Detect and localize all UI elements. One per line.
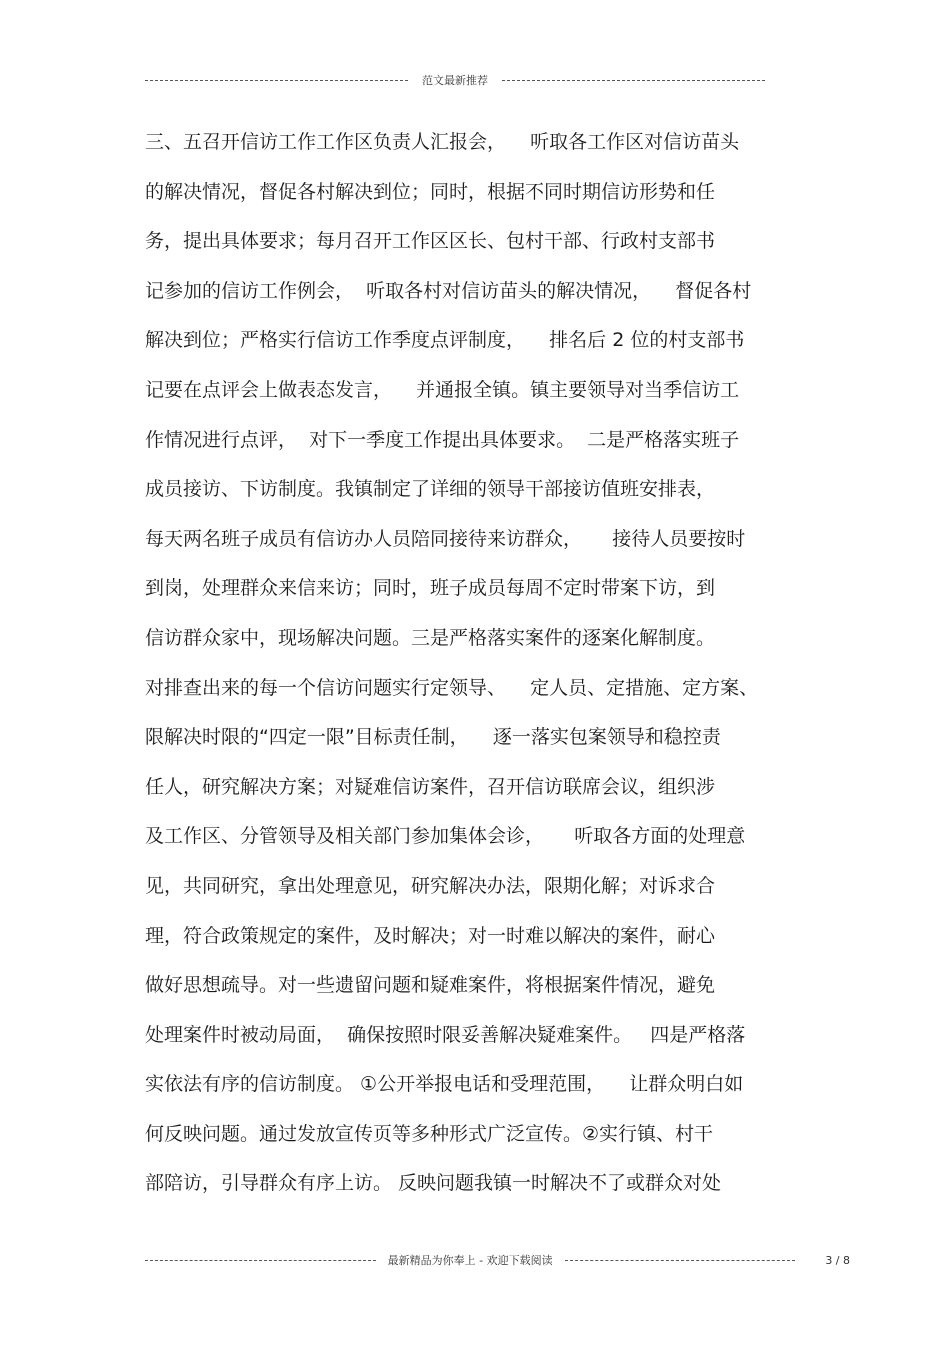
text-line: 三、五召开信访工作工作区负责人汇报会， 听取各工作区对信访苗头 <box>145 131 740 153</box>
text-line: 做好思想疏导。对一些遗留问题和疑难案件，将根据案件情况，避免 <box>145 974 716 997</box>
header-title: 范文最新推荐 <box>422 74 488 87</box>
text-line: 每天两名班子成员有信访办人员陪同接待来访群众， 接待人员要按时 <box>145 527 746 550</box>
footer-rule-right <box>565 1260 796 1261</box>
text-line: 到岗，处理群众来信来访；同时，班子成员每周不定时带案下访，到 <box>145 577 716 600</box>
footer-text: 最新精品为你奉上 - 欢迎下载阅读 <box>387 1254 553 1267</box>
text-line: 实依法有序的信访制度。 ①公开举报电话和受理范围， 让群众明白如 <box>145 1073 744 1096</box>
text-line: 成员接访、下访制度。我镇制定了详细的领导干部接访值班安排表， <box>145 478 716 501</box>
text-line: 任人，研究解决方案；对疑难信访案件，召开信访联席会议，组织涉 <box>145 775 716 798</box>
body-text <box>145 118 805 1209</box>
header-rule-left <box>145 80 408 81</box>
text-line: 及工作区、分管领导及相关部门参加集体会诊， 听取各方面的处理意 <box>145 825 746 848</box>
footer-rule-left <box>145 1260 376 1261</box>
text-line: 的解决情况，督促各村解决到位；同时，根据不同时期信访形势和任 <box>145 180 716 203</box>
text-line: 务，提出具体要求；每月召开工作区区长、包村干部、行政村支部书 <box>145 230 716 253</box>
text-line: 作情况进行点评， 对下一季度工作提出具体要求。 二是严格落实班子 <box>145 428 740 451</box>
text-line: 何反映问题。通过发放宣传页等多种形式广泛宣传。②实行镇、村干 <box>145 1122 714 1145</box>
header-rule-right <box>502 80 765 81</box>
text-line: 部陪访，引导群众有序上访。 反映问题我镇一时解决不了或群众对处 <box>145 1172 722 1195</box>
text-line: 处理案件时被动局面， 确保按照时限妥善解决疑难案件。 四是严格落 <box>145 1023 746 1046</box>
text-line: 记要在点评会上做表态发言， 并通报全镇。镇主要领导对当季信访工 <box>145 378 740 401</box>
page-number: 3 / 8 <box>825 1253 851 1267</box>
text-line: 对排查出来的每一个信访问题实行定领导、 定人员、定措施、定方案、 <box>145 676 759 699</box>
text-line: 限解决时限的“四定一限”目标责任制， 逐一落实包案领导和稳控责 <box>145 726 721 749</box>
page-header <box>145 72 765 88</box>
text-line: 理，符合政策规定的案件，及时解决；对一时难以解决的案件，耐心 <box>145 924 716 947</box>
text-line: 信访群众家中，现场解决问题。三是严格落实案件的逐案化解制度。 <box>145 626 716 649</box>
text-line: 记参加的信访工作例会， 听取各村对信访苗头的解决情况， 督促各村 <box>145 279 752 302</box>
page-footer <box>145 1252 850 1268</box>
text-line: 解决到位；严格实行信访工作季度点评制度， 排名后 2 位的村支部书 <box>145 329 745 352</box>
text-line: 见，共同研究，拿出处理意见，研究解决办法，限期化解；对诉求合 <box>145 874 716 897</box>
